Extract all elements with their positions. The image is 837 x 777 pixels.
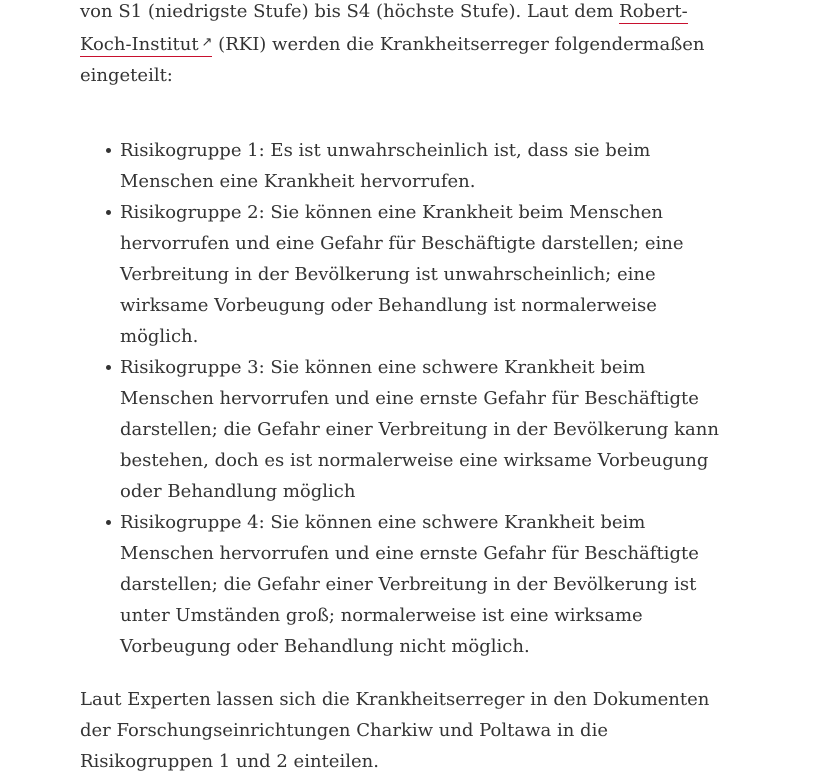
closing-paragraph — [80, 684, 710, 777]
risk-group-item-3 — [120, 352, 719, 507]
article-body — [80, 0, 719, 777]
risk-group-item-1 — [120, 135, 700, 197]
list-item-line: möglich. — [120, 326, 199, 347]
list-item-line: oder Behandlung möglich — [120, 481, 356, 502]
list-item-line: Risikogruppe 2: Sie können eine Krankheit beim Menschen — [120, 202, 663, 223]
list-item-line: Menschen hervorrufen und eine ernste Gefahr für Beschäftigte — [120, 388, 699, 409]
closing-line: Laut Experten lassen sich die Krankheitserreger in den Dokumenten — [80, 689, 710, 710]
closing-line: der Forschungseinrichtungen Charkiw und Poltawa in die — [80, 720, 608, 741]
risk-group-item-2 — [120, 197, 700, 352]
intro-text: von S1 (niedrigste Stufe) bis S4 (höchste Stufe). Laut dem — [80, 1, 620, 22]
rki-link-label: Koch-Institut — [80, 34, 199, 55]
list-item-line: Menschen eine Krankheit hervorrufen. — [120, 171, 476, 192]
intro-paragraph — [80, 0, 705, 91]
list-item-line: darstellen; die Gefahr einer Verbreitung in der Bevölkerung kann — [120, 419, 719, 440]
external-link-icon: ↗ — [201, 35, 213, 50]
intro-line-2 — [80, 27, 705, 60]
list-item-line: hervorrufen und eine Gefahr für Beschäftigte darstellen; eine — [120, 233, 684, 254]
list-item-line: Risikogruppe 4: Sie können eine schwere Krankheit beim — [120, 512, 646, 533]
risk-group-list — [80, 135, 719, 662]
list-item-line: darstellen; die Gefahr einer Verbreitung in der Bevölkerung ist — [120, 574, 697, 595]
intro-line-3: eingeteilt: — [80, 65, 173, 86]
risk-group-item-4 — [120, 507, 700, 662]
rki-link-part-2[interactable] — [80, 34, 212, 57]
intro-line-1 — [80, 0, 700, 27]
list-item-line: Vorbeugung oder Behandlung nicht möglich. — [120, 636, 530, 657]
list-item-line: Menschen hervorrufen und eine ernste Gefahr für Beschäftigte — [120, 543, 699, 564]
list-item-line: Risikogruppe 1: Es ist unwahrscheinlich ist, dass sie beim — [120, 140, 651, 161]
list-item-line: Verbreitung in der Bevölkerung ist unwahrscheinlich; eine — [120, 264, 656, 285]
closing-line: Risikogruppen 1 und 2 einteilen. — [80, 751, 379, 772]
list-item-line: wirksame Vorbeugung oder Behandlung ist normalerweise — [120, 295, 657, 316]
intro-text-after-link: (RKI) werden die Krankheitserreger folgendermaßen — [212, 34, 705, 55]
list-item-line: unter Umständen groß; normalerweise ist eine wirksame — [120, 605, 643, 626]
rki-link-part-1[interactable]: Robert- — [619, 1, 688, 22]
list-item-line: Risikogruppe 3: Sie können eine schwere Krankheit beim — [120, 357, 646, 378]
list-item-line: bestehen, doch es ist normalerweise eine wirksame Vorbeugung — [120, 450, 709, 471]
